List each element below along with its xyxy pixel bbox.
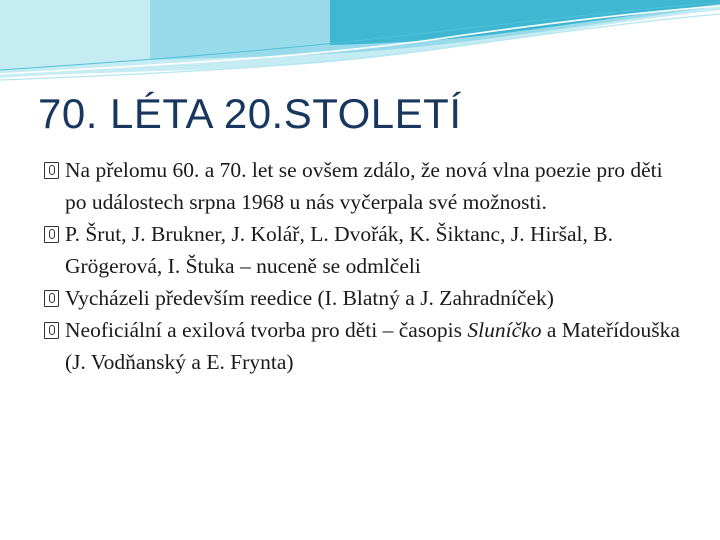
slide-title: 70. LÉTA 20.STOLETÍ	[38, 90, 462, 137]
magazine-title-italic: Sluníčko	[467, 318, 542, 342]
missing-glyph-box-icon	[44, 290, 59, 307]
missing-glyph-box-icon	[44, 162, 59, 179]
bullet-text: Na přelomu 60. a 70. let se ovšem zdálo, že nová vlna poezie pro děti po událostech srpna 1968 u nás vyčerpala své možnosti.	[65, 158, 663, 214]
bullet-item	[44, 218, 684, 282]
decorative-wave-banner	[0, 0, 720, 95]
bullet-item	[44, 154, 684, 218]
bullet-text: Vycházeli především reedice (I. Blatný a J. Zahradníček)	[65, 286, 554, 310]
bullet-text-before: Neoficiální a exilová tvorba pro děti – časopis	[65, 318, 468, 342]
bullet-item	[44, 282, 684, 314]
missing-glyph-box-icon	[44, 322, 59, 339]
bullet-list	[44, 154, 684, 378]
bullet-text: P. Šrut, J. Brukner, J. Kolář, L. Dvořák, K. Šiktanc, J. Hiršal, B. Grögerová, I. Štuka – nuceně se odmlčeli	[65, 222, 613, 278]
wave-dark-band	[330, 0, 720, 45]
bullet-item	[44, 314, 684, 378]
missing-glyph-box-icon	[44, 226, 59, 243]
bullet-text-after: a Mateřídouška (J. Vodňanský a E. Frynta)	[65, 318, 680, 374]
